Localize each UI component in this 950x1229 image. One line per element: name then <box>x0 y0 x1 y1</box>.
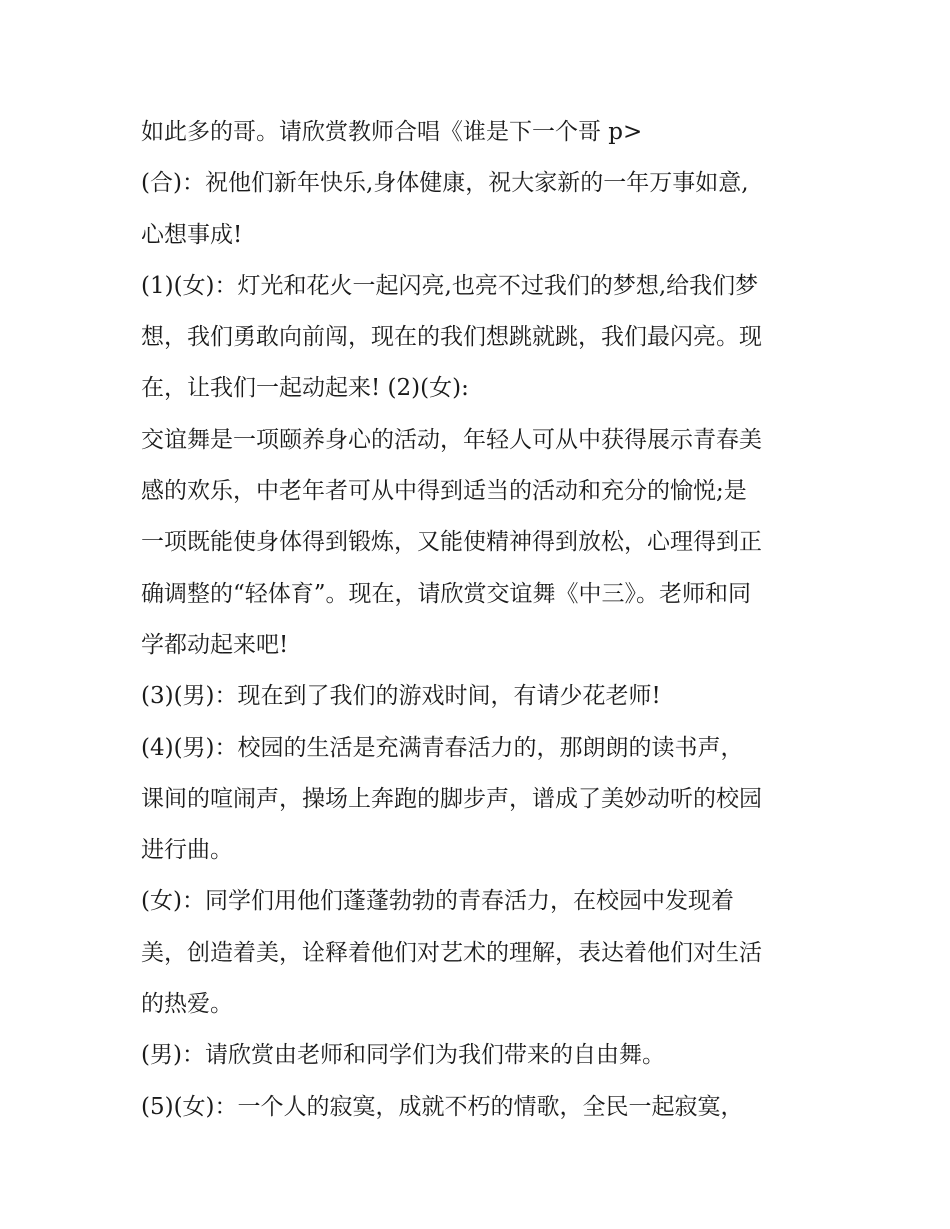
document-body <box>141 107 821 1133</box>
text-line: 想，我们勇敢向前闯，现在的我们想跳就跳，我们最闪亮。现 <box>141 324 762 351</box>
text-line: (男)：请欣赏由老师和同学们为我们带来的自由舞。 <box>141 1042 665 1069</box>
text-line: 美，创造着美，诠释着他们对艺术的理解，表达着他们对生活 <box>141 939 762 966</box>
text-line: 学都动起来吧! <box>141 631 289 658</box>
text-line: (合)：祝他们新年快乐,身体健康，祝大家新的一年万事如意, <box>141 170 749 197</box>
text-line: 心想事成! <box>141 221 243 248</box>
text-line: (3)(男)：现在到了我们的游戏时间，有请少花老师! <box>141 683 661 710</box>
text-line: 如此多的哥。请欣赏教师合唱《谁是下一个哥 p> <box>141 119 643 145</box>
text-line: (1)(女)：灯光和花火一起闪亮,也亮不过我们的梦想,给我们梦 <box>141 272 759 299</box>
text-line: 一项既能使身体得到锻炼，又能使精神得到放松，心理得到正 <box>141 529 762 556</box>
text-line: 确调整的“轻体育”。现在，请欣赏交谊舞《中三》。老师和同 <box>141 580 752 607</box>
text-line: 课间的喧闹声，操场上奔跑的脚步声，谱成了美妙动听的校园 <box>141 785 762 812</box>
text-line: (4)(男)：校园的生活是充满青春活力的，那朗朗的读书声， <box>141 734 744 761</box>
text-line: 交谊舞是一项颐养身心的活动，年轻人可从中获得展示青春美 <box>141 426 762 453</box>
text-line: (5)(女)：一个人的寂寞，成就不朽的情歌，全民一起寂寞， <box>141 1093 744 1120</box>
text-line: 感的欢乐，中老年者可从中得到适当的活动和充分的愉悦;是 <box>141 478 747 505</box>
text-line: 的热爱。 <box>141 991 233 1018</box>
text-line: (女)：同学们用他们蓬蓬勃勃的青春活力，在校园中发现着 <box>141 888 734 915</box>
text-line: 进行曲。 <box>141 837 233 864</box>
text-line: 在，让我们一起动起来! (2)(女): <box>141 375 469 402</box>
